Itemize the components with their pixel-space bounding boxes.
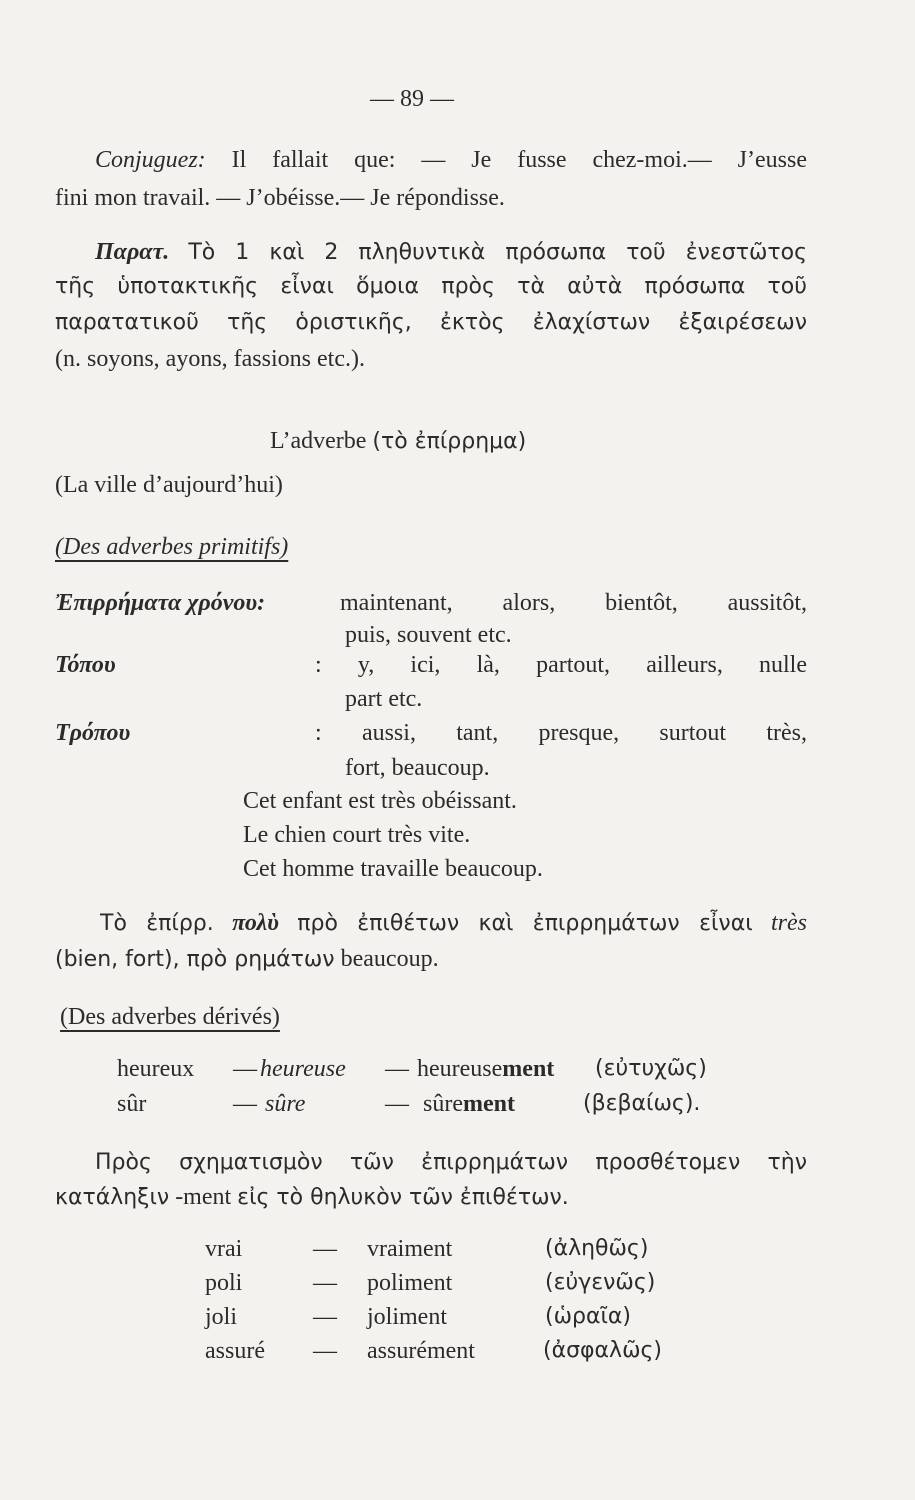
derived-adverb-stem: sûre xyxy=(423,1091,463,1117)
category-time-line-2: puis, souvent etc. xyxy=(345,622,512,648)
category-manner-line-2: fort, beaucoup. xyxy=(345,755,490,781)
word-adjective: assuré xyxy=(205,1338,265,1364)
word-adverb: vraiment xyxy=(367,1236,453,1262)
category-place-line-2: part etc. xyxy=(345,686,423,712)
word-dash: — xyxy=(313,1270,337,1296)
word-dash: — xyxy=(313,1236,337,1262)
polu-note-line-2a: (bien, fort), πρὸ ρημάτων xyxy=(55,947,335,972)
remark-line-2: τῆς ὑποτακτικῆς εἶναι ὅμοια πρὸς τὰ αὐτὰ πρόσωπα τοῦ xyxy=(55,274,807,299)
word-adverb: joliment xyxy=(367,1304,447,1330)
example-line: Cet homme travaille beaucoup. xyxy=(243,856,543,882)
derived-adverb-ending: ment xyxy=(462,1091,515,1117)
word-dash: — xyxy=(313,1338,337,1364)
word-greek: (ὡραῖα) xyxy=(545,1304,632,1329)
adverb-heading-fr: L’adverbe xyxy=(270,428,367,454)
conjugate-text-1: Il fallait que: — Je fusse chez-moi.— J’eusse xyxy=(231,147,807,173)
page-number: — 89 — xyxy=(370,86,454,112)
derived-adverb-stem: heureuse xyxy=(417,1056,503,1082)
word-adverb: poliment xyxy=(367,1270,453,1296)
formation-suffix: -ment xyxy=(175,1184,232,1210)
remark-line-3: παρατατικοῦ τῆς ὁριστικῆς, ἐκτὸς ἐλαχίστων ἐξαιρέσεων xyxy=(55,310,807,335)
polu-note-mid: πρὸ ἐπιθέτων καὶ ἐπιρρημάτων εἶναι xyxy=(297,911,753,936)
word-dash: — xyxy=(313,1304,337,1330)
word-greek: (εὐγενῶς) xyxy=(545,1270,656,1295)
derived-masc: heureux xyxy=(117,1056,195,1082)
remark-text-1: Τὸ 1 καὶ 2 πληθυντικὰ πρόσωπα τοῦ ἐνεστῶτος xyxy=(188,240,807,265)
formation-line-2c: εἰς τὸ θηλυκὸν τῶν ἐπιθέτων. xyxy=(237,1185,569,1210)
category-label-manner: Τρόπου xyxy=(55,720,131,746)
derived-greek: (εὐτυχῶς) xyxy=(595,1056,707,1081)
category-label-place: Τόπου xyxy=(55,652,116,678)
word-adjective: vrai xyxy=(205,1236,243,1262)
word-greek: (ἀληθῶς) xyxy=(545,1236,649,1261)
derived-heading: (Des adverbes dérivés) xyxy=(60,1004,280,1030)
example-line: Cet enfant est très obéissant. xyxy=(243,788,517,814)
category-time-line-1: maintenant, alors, bientôt, aussitôt, xyxy=(340,590,807,616)
conjugate-label: Conjuguez: xyxy=(95,147,206,173)
remark-label: Παρατ. xyxy=(95,239,170,265)
derived-adverb xyxy=(423,1087,515,1121)
polu-word: πολὺ xyxy=(232,910,279,936)
derived-dash: — xyxy=(233,1091,257,1117)
polu-tres: très xyxy=(771,910,808,936)
category-manner-line-1: : aussi, tant, presque, surtout très, xyxy=(315,720,807,746)
word-adjective: joli xyxy=(205,1304,238,1330)
word-adjective: poli xyxy=(205,1270,243,1296)
polu-note-start: Τὸ ἐπίρρ. xyxy=(100,911,214,936)
example-line: Le chien court très vite. xyxy=(243,822,471,848)
derived-fem: heureuse xyxy=(260,1056,346,1082)
adverb-heading xyxy=(270,424,526,459)
category-place-line-1: : y, ici, là, partout, ailleurs, nulle xyxy=(315,652,807,678)
formation-line-1: Πρὸς σχηματισμὸν τῶν ἐπιρρημάτων προσθέτομεν τὴν xyxy=(95,1150,807,1175)
formation-line-2 xyxy=(55,1180,569,1215)
derived-greek: (βεβαίως). xyxy=(583,1091,701,1116)
derived-dash: — xyxy=(233,1056,257,1082)
derived-masc: sûr xyxy=(117,1091,147,1117)
primitive-heading: (Des adverbes primitifs) xyxy=(55,534,289,560)
polu-note-line-2 xyxy=(55,942,439,977)
derived-fem: sûre xyxy=(265,1091,306,1117)
derived-dash: — xyxy=(385,1091,409,1117)
category-label-time: Ἐπιρρήματα χρόνου: xyxy=(55,590,266,616)
city-note: (La ville d’aujourd’hui) xyxy=(55,472,283,498)
derived-adverb-ending: ment xyxy=(502,1056,555,1082)
remark-line-4: (n. soyons, ayons, fassions etc.). xyxy=(55,346,365,372)
conjugate-line-1 xyxy=(95,143,807,177)
conjugate-line-2: fini mon travail. — J’obéisse.— Je répondisse. xyxy=(55,185,505,211)
word-adverb: assurément xyxy=(367,1338,475,1364)
derived-adverb xyxy=(417,1052,554,1086)
polu-note-line-2b: beaucoup. xyxy=(340,946,439,972)
document-page xyxy=(55,0,815,1500)
remark-line-1 xyxy=(95,235,807,270)
word-greek: (ἀσφαλῶς) xyxy=(543,1338,662,1363)
polu-note-line-1 xyxy=(100,906,807,941)
adverb-heading-gr: (τὸ ἐπίρρημα) xyxy=(372,429,527,454)
derived-dash: — xyxy=(385,1056,409,1082)
formation-line-2a: κατάληξιν xyxy=(55,1185,170,1210)
